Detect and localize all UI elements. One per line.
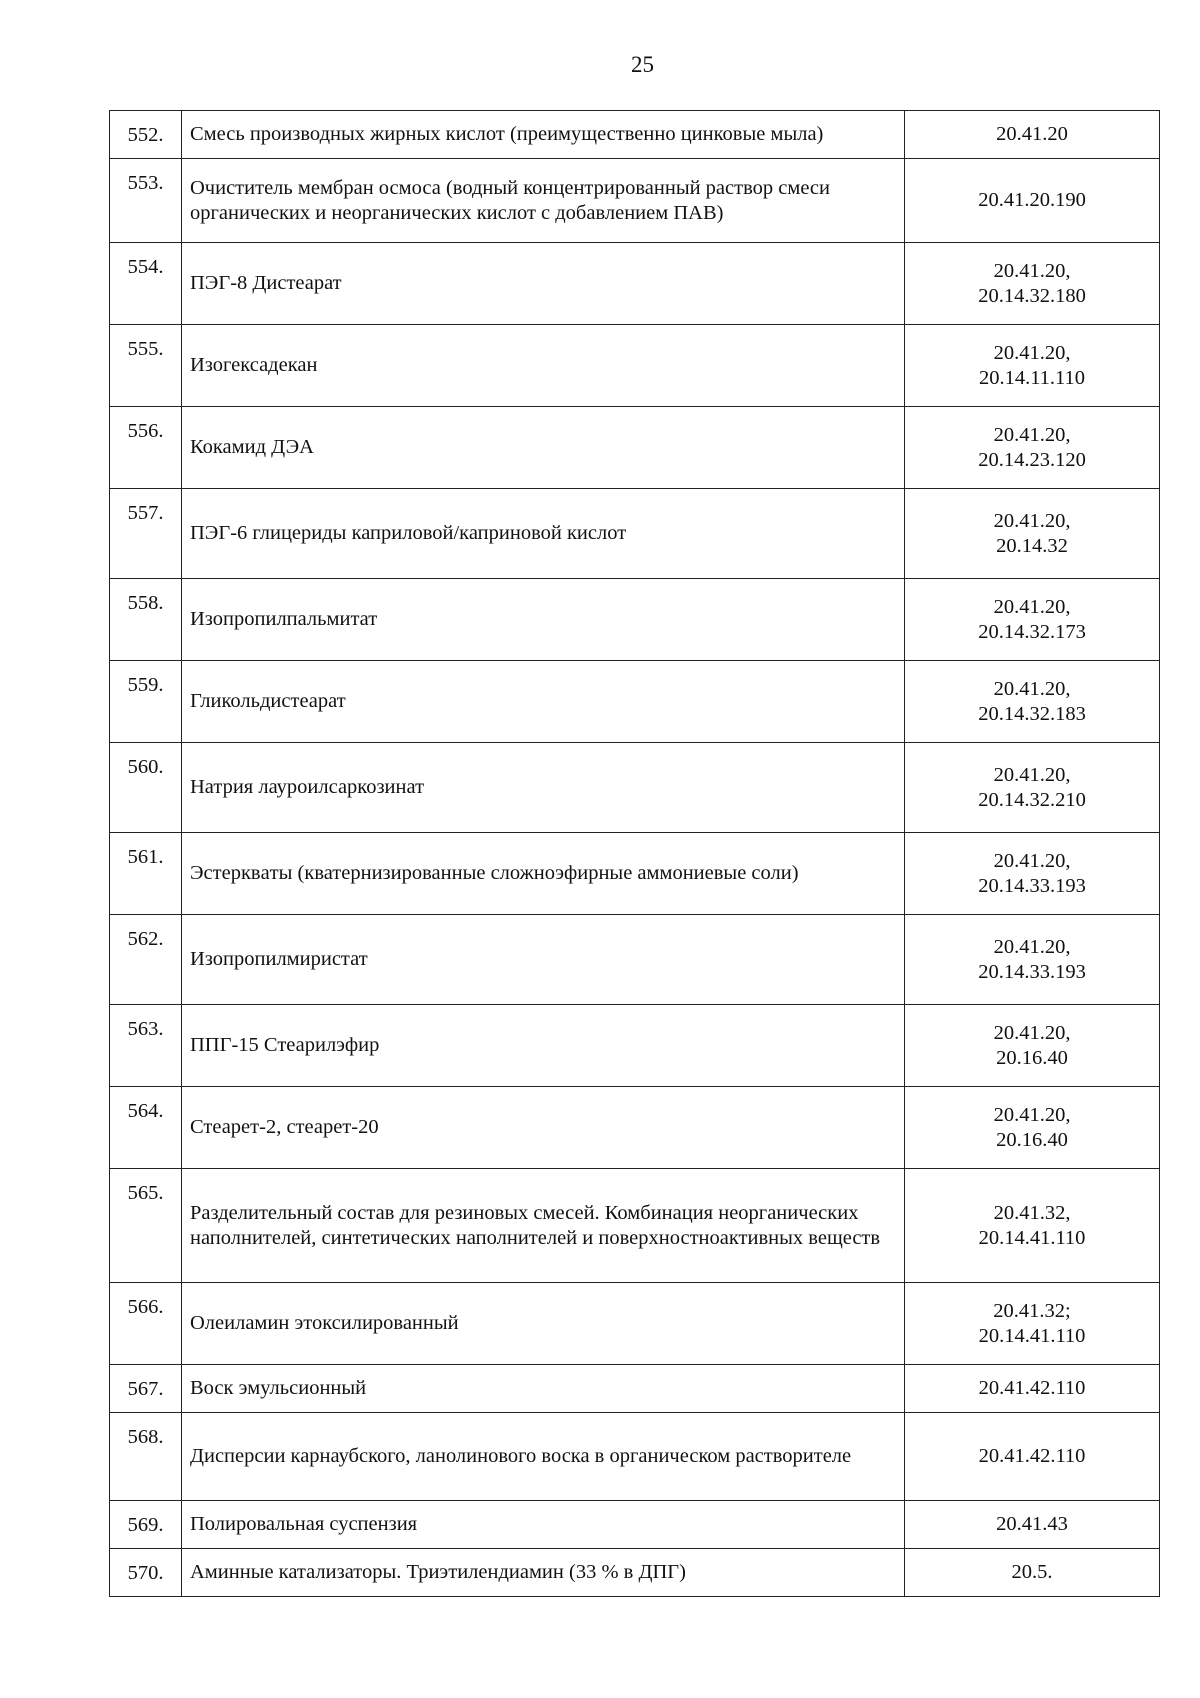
row-number: 560. xyxy=(110,743,182,833)
page-number: 25 xyxy=(631,52,654,77)
product-name: ПЭГ-8 Дистеарат xyxy=(182,243,905,325)
row-number: 563. xyxy=(110,1005,182,1087)
code-line: 20.41.42.110 xyxy=(978,1377,1086,1399)
code-line: 20.41.43 xyxy=(996,1513,1068,1535)
code-line: 20.14.11.110 xyxy=(978,366,1086,389)
row-number: 559. xyxy=(110,661,182,743)
product-name: Полировальная суспензия xyxy=(182,1501,905,1549)
row-number: 565. xyxy=(110,1169,182,1283)
classification-code xyxy=(905,579,1160,661)
code-line: 20.14.32.173 xyxy=(978,620,1086,643)
code-line: 20.41.20, xyxy=(993,341,1071,364)
row-number: 558. xyxy=(110,579,182,661)
code-line: 20.41.20, xyxy=(993,763,1071,786)
product-name: Воск эмульсионный xyxy=(182,1365,905,1413)
table-row xyxy=(110,111,1160,159)
code-line: 20.41.20, xyxy=(993,849,1071,872)
code-line: 20.41.42.110 xyxy=(978,1445,1086,1467)
classification-code xyxy=(905,1087,1160,1169)
row-number: 564. xyxy=(110,1087,182,1169)
classification-code xyxy=(905,1365,1160,1413)
product-name: Натрия лауроилсаркозинат xyxy=(182,743,905,833)
classification-code xyxy=(905,743,1160,833)
classification-code xyxy=(905,1283,1160,1365)
row-number: 557. xyxy=(110,489,182,579)
code-line: 20.14.33.193 xyxy=(978,874,1086,897)
table-row xyxy=(110,489,1160,579)
table-row xyxy=(110,243,1160,325)
row-number: 561. xyxy=(110,833,182,915)
code-line: 20.41.20, xyxy=(993,677,1071,700)
table-row xyxy=(110,1365,1160,1413)
table-row xyxy=(110,325,1160,407)
code-line: 20.14.33.193 xyxy=(978,960,1086,983)
classification-code xyxy=(905,325,1160,407)
row-number: 553. xyxy=(110,159,182,243)
code-line: 20.14.32 xyxy=(996,534,1068,557)
classification-code xyxy=(905,915,1160,1005)
classification-code xyxy=(905,111,1160,159)
table-row xyxy=(110,743,1160,833)
classification-code xyxy=(905,407,1160,489)
classification-code xyxy=(905,1413,1160,1501)
code-line: 20.16.40 xyxy=(996,1128,1068,1151)
product-name: Изогексадекан xyxy=(182,325,905,407)
code-line: 20.14.23.120 xyxy=(978,448,1086,471)
classification-code xyxy=(905,1005,1160,1087)
code-line: 20.14.32.210 xyxy=(978,788,1086,811)
product-name: ППГ-15 Стеарилэфир xyxy=(182,1005,905,1087)
code-line: 20.41.20, xyxy=(993,935,1071,958)
table-row xyxy=(110,579,1160,661)
product-name: Изопропилпальмитат xyxy=(182,579,905,661)
row-number: 552. xyxy=(110,111,182,159)
classification-code xyxy=(905,1549,1160,1597)
product-name: Стеарет-2, стеарет-20 xyxy=(182,1087,905,1169)
table-row xyxy=(110,1501,1160,1549)
table-row xyxy=(110,159,1160,243)
classification-code xyxy=(905,489,1160,579)
table-row xyxy=(110,915,1160,1005)
code-line: 20.5. xyxy=(1011,1561,1053,1583)
row-number: 556. xyxy=(110,407,182,489)
code-line: 20.41.20, xyxy=(993,1021,1071,1044)
code-line: 20.14.41.110 xyxy=(978,1324,1086,1347)
classification-code xyxy=(905,833,1160,915)
product-name: Дисперсии карнаубского, ланолинового воска в органическом растворителе xyxy=(182,1413,905,1501)
table-row xyxy=(110,661,1160,743)
product-name: Аминные катализаторы. Триэтилендиамин (33 % в ДПГ) xyxy=(182,1549,905,1597)
table-row xyxy=(110,833,1160,915)
product-name: Олеиламин этоксилированный xyxy=(182,1283,905,1365)
classification-code xyxy=(905,1169,1160,1283)
row-number: 569. xyxy=(110,1501,182,1549)
row-number: 562. xyxy=(110,915,182,1005)
code-line: 20.41.32, xyxy=(993,1201,1071,1224)
product-name: Разделительный состав для резиновых смесей. Комбинация неорганических наполнителей, синтетических наполнителей и поверхностноактивных веществ xyxy=(182,1169,905,1283)
classification-code xyxy=(905,661,1160,743)
code-line: 20.41.20 xyxy=(996,123,1068,145)
table-row xyxy=(110,1087,1160,1169)
code-line: 20.41.20, xyxy=(993,595,1071,618)
product-name: Кокамид ДЭА xyxy=(182,407,905,489)
product-name: Гликольдистеарат xyxy=(182,661,905,743)
row-number: 554. xyxy=(110,243,182,325)
classification-code xyxy=(905,159,1160,243)
table-row xyxy=(110,1283,1160,1365)
code-line: 20.14.32.183 xyxy=(978,702,1086,725)
table-row xyxy=(110,1549,1160,1597)
product-name: Смесь производных жирных кислот (преимущественно цинковые мыла) xyxy=(182,111,905,159)
code-line: 20.41.20.190 xyxy=(978,189,1086,211)
table-row xyxy=(110,1005,1160,1087)
classification-code xyxy=(905,1501,1160,1549)
row-number: 555. xyxy=(110,325,182,407)
row-number: 570. xyxy=(110,1549,182,1597)
code-line: 20.14.41.110 xyxy=(978,1226,1086,1249)
product-name: ПЭГ-6 глицериды каприловой/каприновой кислот xyxy=(182,489,905,579)
product-name: Изопропилмиристат xyxy=(182,915,905,1005)
code-line: 20.16.40 xyxy=(996,1046,1068,1069)
product-name: Эстерквaты (кватернизированные сложноэфирные аммониевые соли) xyxy=(182,833,905,915)
code-line: 20.41.20, xyxy=(993,1103,1071,1126)
classification-code xyxy=(905,243,1160,325)
code-line: 20.41.20, xyxy=(993,259,1071,282)
code-line: 20.14.32.180 xyxy=(978,284,1086,307)
table-row xyxy=(110,407,1160,489)
product-name: Очиститель мембран осмоса (водный концентрированный раствор смеси органических и неорганических кислот с добавлением ПАВ) xyxy=(182,159,905,243)
row-number: 568. xyxy=(110,1413,182,1501)
code-line: 20.41.32; xyxy=(993,1299,1071,1322)
table-row xyxy=(110,1169,1160,1283)
product-code-table xyxy=(109,110,1160,1597)
row-number: 566. xyxy=(110,1283,182,1365)
code-line: 20.41.20, xyxy=(993,423,1071,446)
row-number: 567. xyxy=(110,1365,182,1413)
code-line: 20.41.20, xyxy=(993,509,1071,532)
table-row xyxy=(110,1413,1160,1501)
